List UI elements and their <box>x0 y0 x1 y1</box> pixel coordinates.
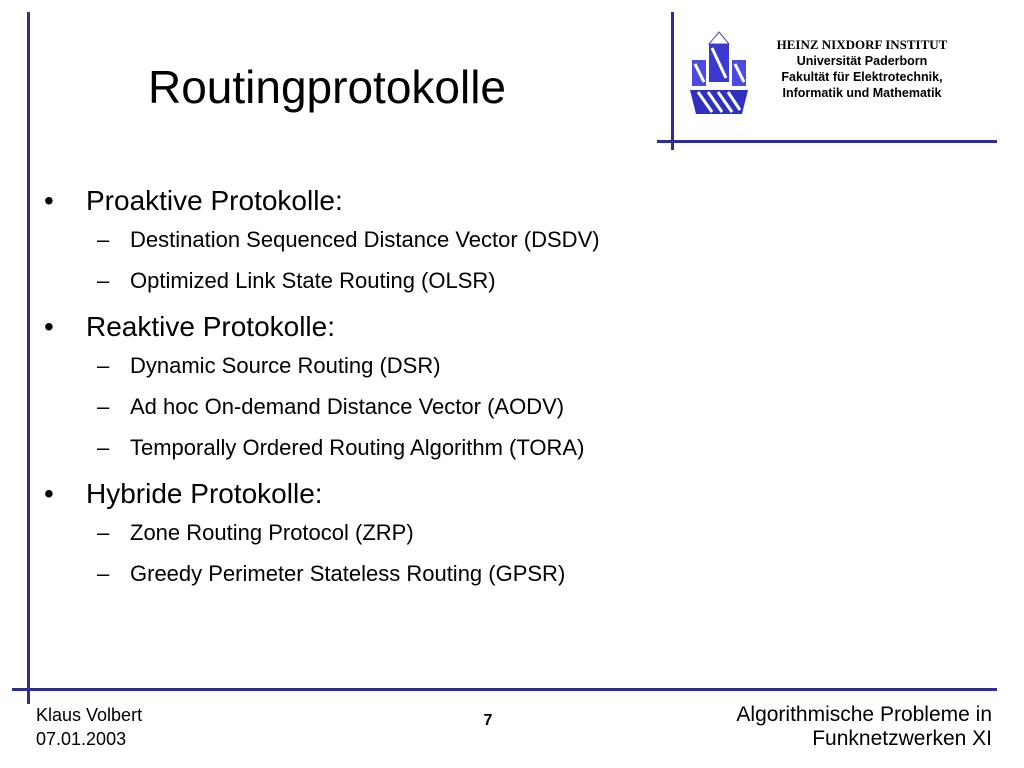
dash-icon: – <box>97 227 110 252</box>
dash-icon: – <box>97 520 110 545</box>
logo-vertical-rule <box>671 12 674 150</box>
page-number: 7 <box>483 712 493 729</box>
institute-name: HEINZ NIXDORF INSTITUT <box>776 37 948 52</box>
sub-bullet-text: Temporally Ordered Routing Algorithm (TORA) <box>130 435 585 460</box>
bullet-proaktive <box>40 182 780 220</box>
bullet-icon: • <box>44 478 54 509</box>
university-name: Universität Paderborn <box>796 54 928 68</box>
dash-icon: – <box>97 394 110 419</box>
faculty-line-1: Fakultät für Elektrotechnik, <box>781 70 943 84</box>
sub-bullet-tora <box>40 433 780 463</box>
slide-title: Routingprotokolle <box>148 61 507 113</box>
sub-bullet-text: Destination Sequenced Distance Vector (DSDV) <box>130 227 600 252</box>
presentation-date: 07.01.2003 <box>36 729 127 749</box>
sub-bullet-text: Greedy Perimeter Stateless Routing (GPSR) <box>130 561 566 586</box>
bullet-icon: • <box>44 185 54 216</box>
bullet-icon: • <box>44 311 54 342</box>
dash-icon: – <box>97 268 110 293</box>
footer-horizontal-rule <box>12 688 997 691</box>
sub-bullet-text: Dynamic Source Routing (DSR) <box>130 353 441 378</box>
bullet-heading: Proaktive Protokolle: <box>86 185 343 216</box>
footer-course-block <box>736 703 992 751</box>
bullet-hybride <box>40 475 780 513</box>
sub-bullet-text: Ad hoc On-demand Distance Vector (AODV) <box>130 394 565 419</box>
course-title-line-1: Algorithmische Probleme in <box>736 703 992 726</box>
course-title-line-2: Funknetzwerken XI <box>812 727 992 750</box>
sub-bullet-olsr <box>40 266 780 296</box>
slide-content <box>40 182 780 589</box>
dash-icon: – <box>97 561 110 586</box>
left-vertical-rule <box>27 12 30 704</box>
sub-bullet-text: Optimized Link State Routing (OLSR) <box>130 268 496 293</box>
sub-bullet-text: Zone Routing Protocol (ZRP) <box>130 520 414 545</box>
sub-bullet-gpsr <box>40 559 780 589</box>
institute-block <box>752 37 972 101</box>
faculty-line-2: Informatik und Mathematik <box>782 86 942 100</box>
bullet-reaktive <box>40 308 780 346</box>
sub-bullet-dsdv <box>40 225 780 255</box>
university-logo-icon <box>686 30 752 116</box>
dash-icon: – <box>97 353 110 378</box>
sub-bullet-zrp <box>40 518 780 548</box>
author-name: Klaus Volbert <box>36 705 143 725</box>
sub-bullet-aodv <box>40 392 780 422</box>
sub-bullet-dsr <box>40 351 780 381</box>
footer-author-block <box>36 703 142 751</box>
dash-icon: – <box>97 435 110 460</box>
logo-horizontal-rule <box>657 140 997 143</box>
bullet-heading: Reaktive Protokolle: <box>86 311 336 342</box>
bullet-heading: Hybride Protokolle: <box>86 478 323 509</box>
